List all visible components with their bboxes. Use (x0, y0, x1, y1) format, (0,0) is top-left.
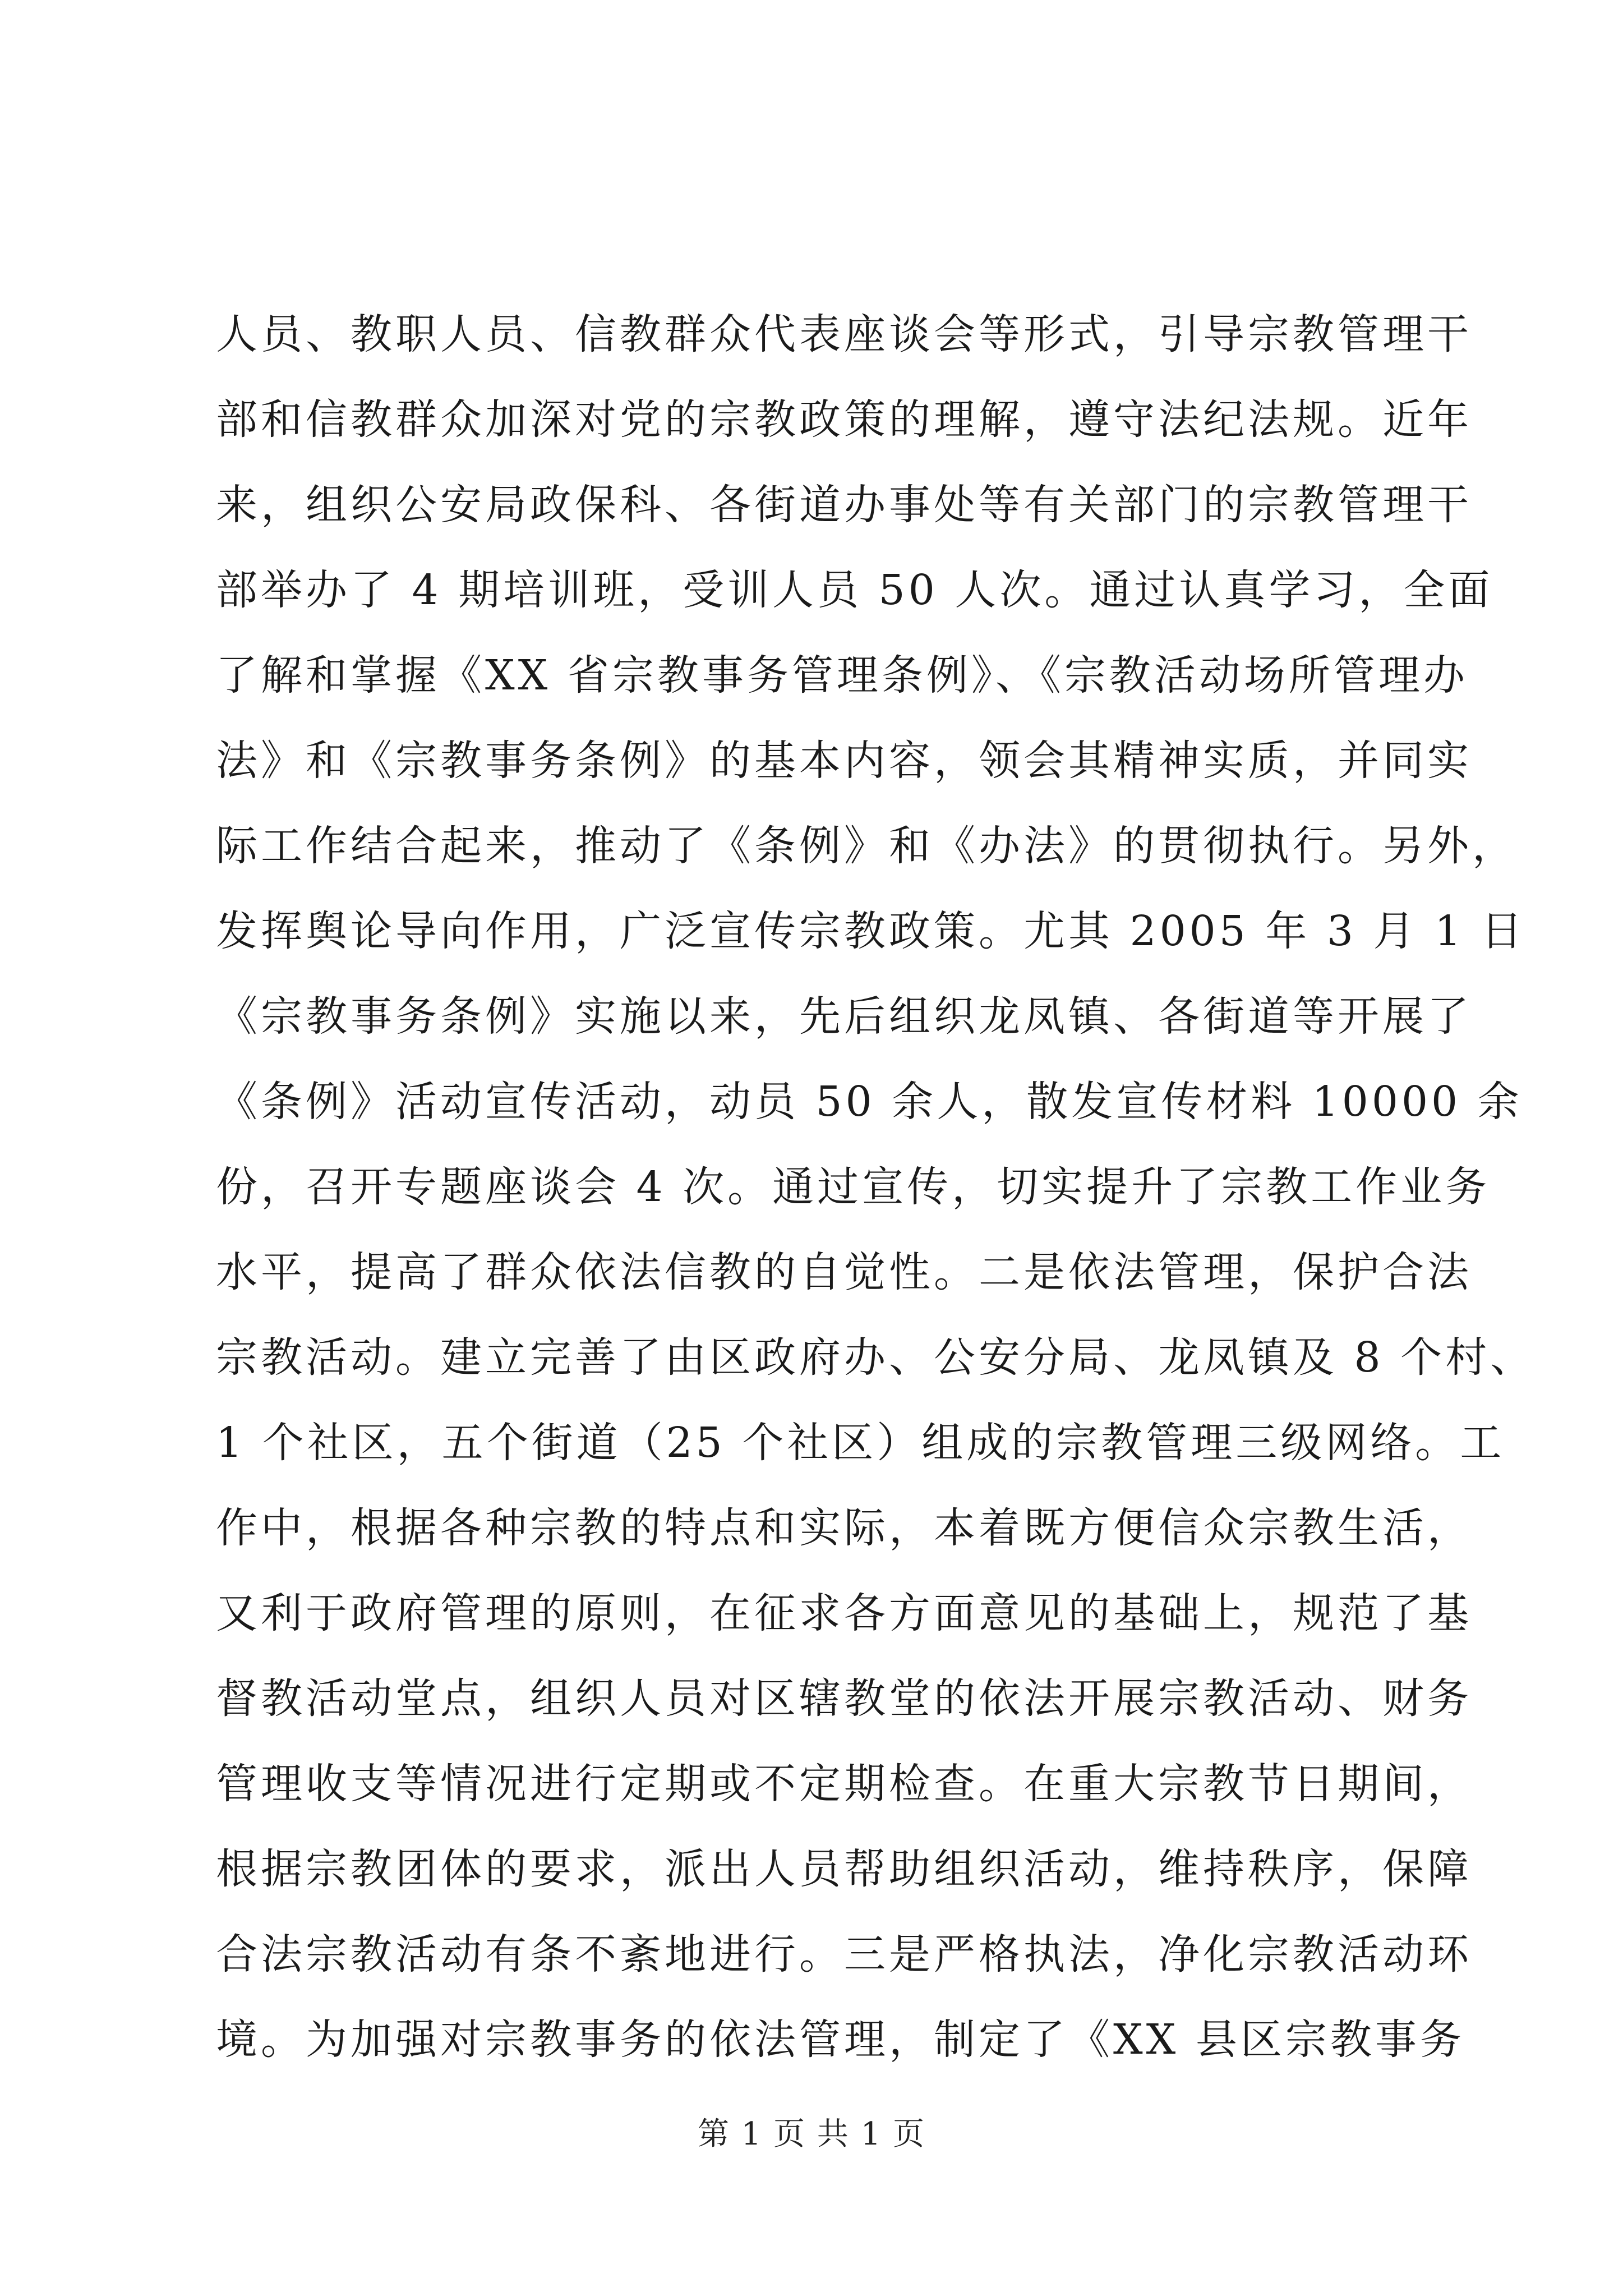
text-line: 部举办了 4 期培训班，受训人员 50 人次。通过认真学习，全面 (216, 566, 1493, 614)
body-text (216, 292, 1536, 2082)
page-footer: 第 1 页 共 1 页 (697, 2116, 926, 2152)
text-line: 管理收支等情况进行定期或不定期检查。在重大宗教节日期间， (216, 1760, 1472, 1808)
text-line: 根据宗教团体的要求，派出人员帮助组织活动，维持秩序，保障 (216, 1845, 1472, 1893)
text-line: 《条例》活动宣传活动，动员 50 余人，散发宣传材料 10000 余 (216, 1078, 1523, 1126)
text-line: 人员、教职人员、信教群众代表座谈会等形式，引导宗教管理干 (216, 310, 1472, 358)
text-line: 1 个社区，五个街道（25 个社区）组成的宗教管理三级网络。工 (216, 1419, 1505, 1467)
text-line: 了解和掌握《XX 省宗教事务管理条例》、《宗教活动场所管理办 (216, 651, 1468, 700)
text-line: 水平，提高了群众依法信教的自觉性。二是依法管理，保护合法 (216, 1248, 1472, 1296)
text-line: 又利于政府管理的原则，在征求各方面意见的基础上，规范了基 (216, 1589, 1472, 1637)
text-line: 《宗教事务条例》实施以来，先后组织龙凤镇、各街道等开展了 (216, 992, 1472, 1041)
text-line: 合法宗教活动有条不紊地进行。三是严格执法，净化宗教活动环 (216, 1930, 1472, 1978)
text-line: 际工作结合起来，推动了《条例》和《办法》的贯彻执行。另外， (216, 822, 1517, 870)
text-line: 法》和《宗教事务条例》的基本内容，领会其精神实质，并同实 (216, 737, 1472, 785)
text-line: 来，组织公安局政保科、各街道办事处等有关部门的宗教管理干 (216, 481, 1472, 529)
text-line: 境。为加强对宗教事务的依法管理，制定了《XX 县区宗教事务 (216, 2016, 1465, 2064)
text-line: 督教活动堂点，组织人员对区辖教堂的依法开展宗教活动、财务 (216, 1674, 1472, 1723)
text-line: 份，召开专题座谈会 4 次。通过宣传，切实提升了宗教工作业务 (216, 1163, 1491, 1211)
text-line: 发挥舆论导向作用，广泛宣传宗教政策。尤其 2005 年 3 月 1 日 (216, 907, 1526, 955)
text-line: 部和信教群众加深对党的宗教政策的理解，遵守法纪法规。近年 (216, 395, 1472, 444)
text-line: 作中，根据各种宗教的特点和实际，本着既方便信众宗教生活， (216, 1504, 1472, 1552)
text-line: 宗教活动。建立完善了由区政府办、公安分局、龙凤镇及 8 个村、 (216, 1333, 1536, 1382)
